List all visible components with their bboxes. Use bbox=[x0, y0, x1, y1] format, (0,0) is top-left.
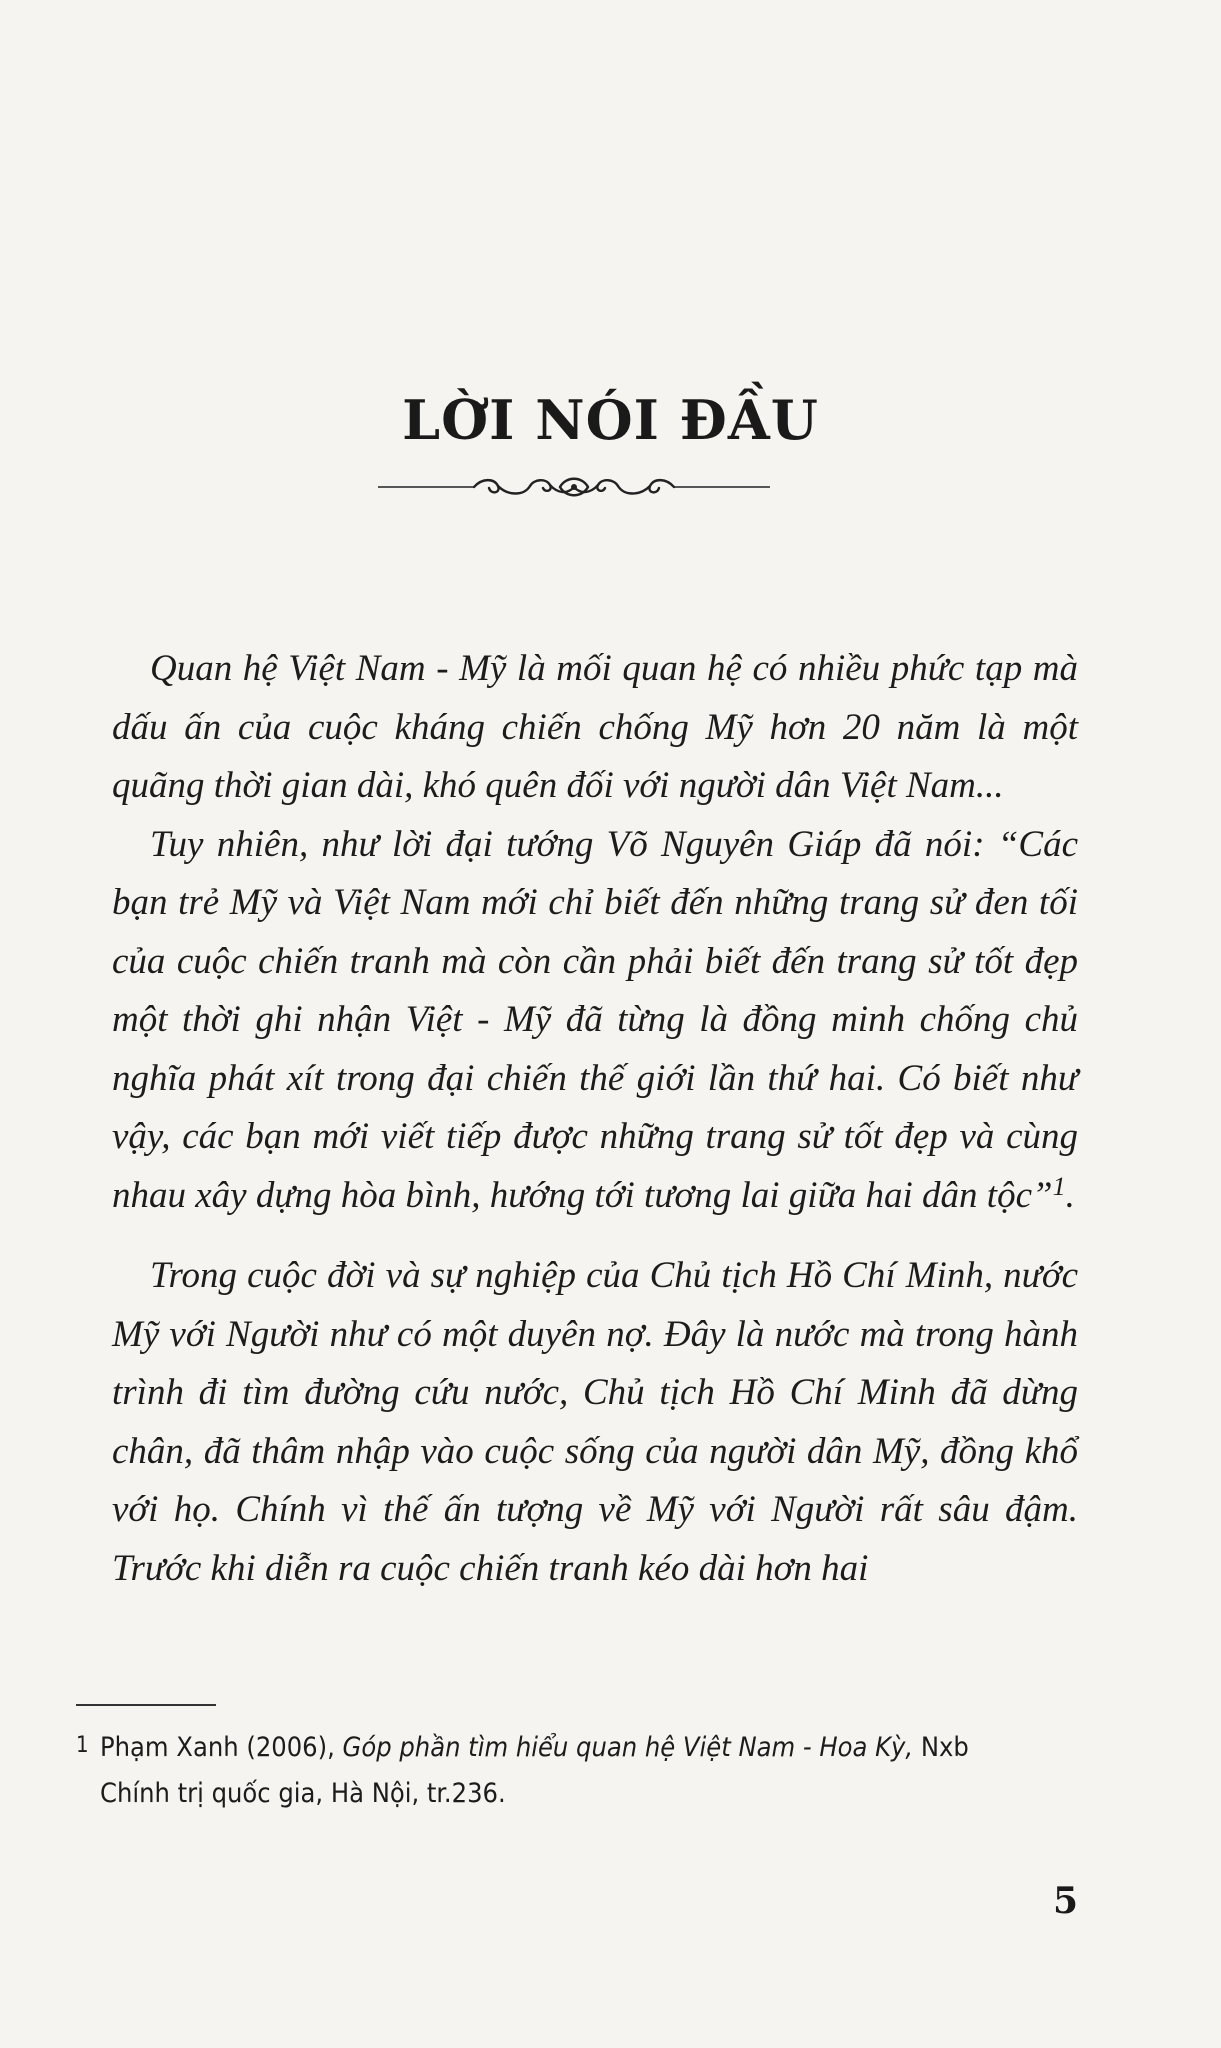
footnote-author: Phạm Xanh (2006), bbox=[100, 1732, 335, 1763]
paragraph-1: Quan hệ Việt Nam - Mỹ là mối quan hệ có nhiều phức tạp mà dấu ấn của cuộc kháng chiến chống Mỹ hơn 20 năm là một quãng thời gian dài, khó quên đối với người dân Việt Nam... bbox=[112, 648, 1078, 806]
paragraph-3: Trong cuộc đời và sự nghiệp của Chủ tịch Hồ Chí Minh, nước Mỹ với Người như có một duyên nợ. Đây là nước mà trong hành trình đi tìm đường cứu nước, Chủ tịch Hồ Chí Minh đã dừng chân, đã thâm nhập vào cuộc sống của người dân Mỹ, đồng khổ với họ. Chính vì thế ấn tượng về Mỹ với Người rất sâu đậm. Trước khi diễn ra cuộc chiến tranh kéo dài hơn hai bbox=[112, 1255, 1078, 1589]
footnote-line-2: Chính trị quốc gia, Hà Nội, tr.236. bbox=[100, 1778, 506, 1809]
footnote-number: 1 bbox=[76, 1733, 89, 1758]
footnote bbox=[76, 1723, 1081, 1817]
footnote-title: Góp phần tìm hiểu quan hệ Việt Nam - Hoa Kỳ, bbox=[342, 1732, 914, 1763]
paragraph-2-text: Tuy nhiên, như lời đại tướng Võ Nguyên Giáp đã nói: “Các bạn trẻ Mỹ và Việt Nam mới chỉ biết đến những trang sử đen tối của cuộc chiến tranh mà còn cần phải biết đến trang sử tốt đẹp một thời ghi nhận Việt - Mỹ đã từng là đồng minh chống chủ nghĩa phát xít trong đại chiến thế giới lần thứ hai. Có biết như vậy, các bạn mới viết tiếp được những trang sử tốt đẹp và cùng nhau xây dựng hòa bình, hướng tới tương lai giữa hai dân tộc” bbox=[112, 823, 1078, 1216]
footnote-rule bbox=[76, 1704, 216, 1706]
paragraph-2-end: . bbox=[1065, 1174, 1075, 1216]
footnote-publisher: Nxb bbox=[920, 1732, 969, 1763]
footnote-reference: 1 bbox=[1052, 1171, 1066, 1201]
page-number: 5 bbox=[1052, 1880, 1078, 1922]
body-text bbox=[112, 640, 1078, 1598]
chapter-title: LỜI NÓI ĐẦU bbox=[402, 388, 819, 452]
flourish-divider-icon bbox=[378, 472, 770, 502]
paragraph-2 bbox=[112, 816, 1078, 1226]
